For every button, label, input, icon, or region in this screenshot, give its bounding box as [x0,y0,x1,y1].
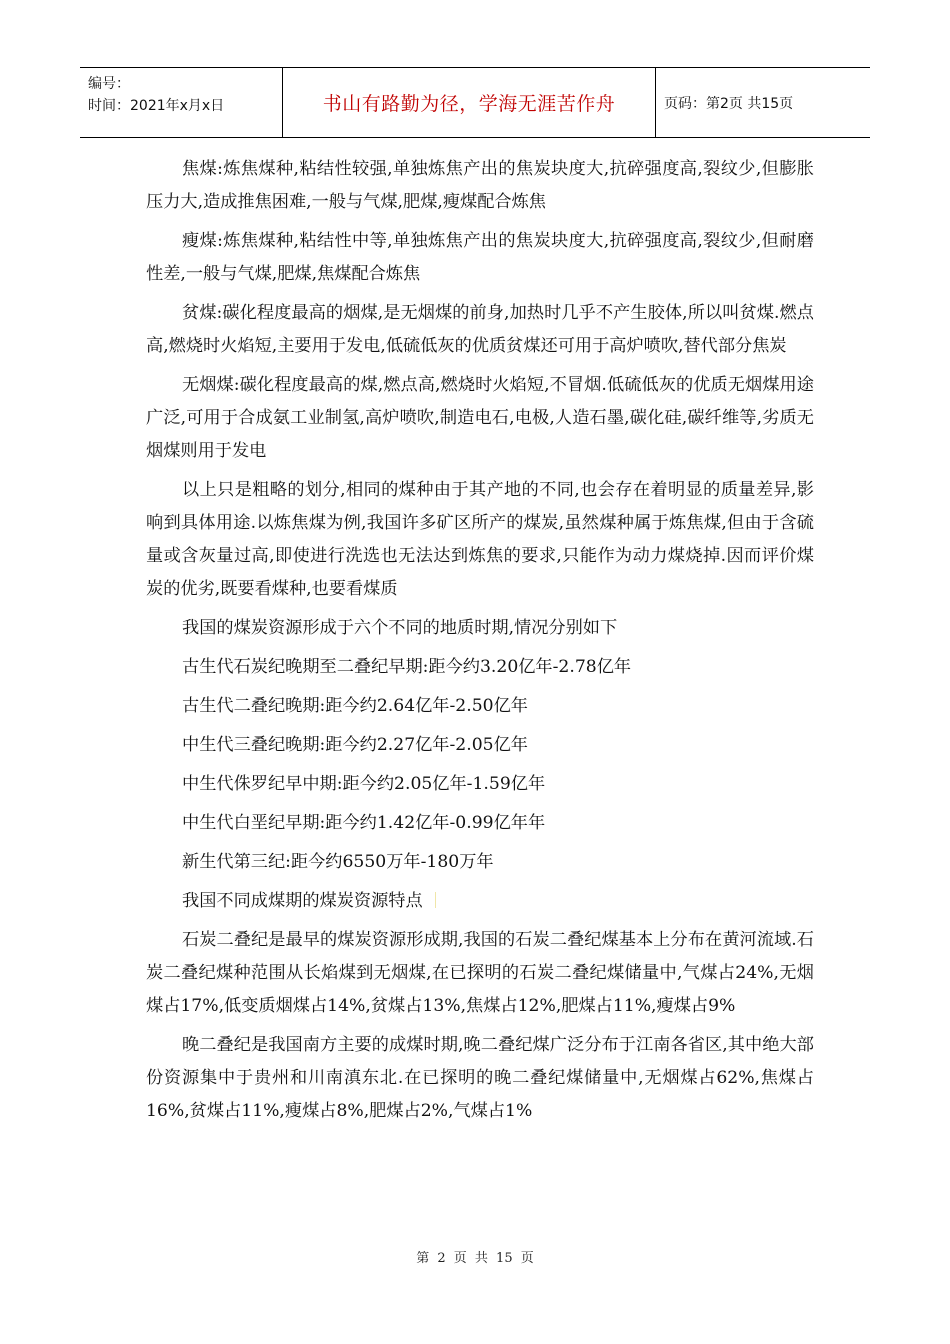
period-item: 新生代第三纪:距今约6550万年-180万年 [182,852,494,872]
period-item: 中生代三叠纪晚期:距今约2.27亿年-2.05亿年 [182,735,528,755]
page-header [80,67,870,138]
section-heading-row [146,885,814,918]
period-item: 古生代二叠纪晚期:距今约2.64亿年-2.50亿年 [182,696,528,716]
period-item: 古生代石炭纪晚期至二叠纪早期:距今约3.20亿年-2.78亿年 [182,657,632,677]
paragraph-quality-note: 以上只是粗略的划分,相同的煤种由于其产地的不同,也会存在着明显的质量差异,影响到具体用途.以炼焦煤为例,我国许多矿区所产的煤炭,虽然煤种属于炼焦煤,但由于含硫量或含灰量过高,即使进行洗选也无法达到炼焦的要求,只能作为动力煤烧掉.因而评价煤炭的优劣,既要看煤种,也要看煤质 [146,480,814,599]
number-label: 编号： [88,76,130,92]
header-motto [282,68,656,137]
page-info-text: 页码：第2页 共15页 [664,95,794,112]
paragraph-carboniferous-permian: 石炭二叠纪是最早的煤炭资源形成期,我国的石炭二叠纪煤基本上分布在黄河流域.石炭二叠纪煤种范围从长焰煤到无烟煤,在已探明的石炭二叠纪煤储量中,气煤占24%,无烟煤占17%,低变质烟煤占14%,贫煤占13%,焦煤占12%,肥煤占11%,瘦煤占9% [146,930,814,1016]
period-item: 中生代白垩纪早期:距今约1.42亿年-0.99亿年年 [182,813,546,833]
paragraph-late-permian: 晚二叠纪是我国南方主要的成煤时期,晚二叠纪煤广泛分布于江南各省区,其中绝大部份资源集中于贵州和川南滇东北.在已探明的晚二叠纪煤储量中,无烟煤占62%,焦煤占16%,贫煤占11%,瘦煤占8%,肥煤占2%,气煤占1% [146,1035,814,1121]
document-body [146,153,814,1134]
header-meta [80,68,282,137]
paragraph-coking-coal: 焦煤:炼焦煤种,粘结性较强,单独炼焦产出的焦炭块度大,抗碎强度高,裂纹少,但膨胀压力大,造成推焦困难,一般与气煤,肥煤,瘦煤配合炼焦 [146,159,814,212]
text-cursor-mark [435,892,436,908]
paragraph-periods-intro: 我国的煤炭资源形成于六个不同的地质时期,情况分别如下 [182,618,618,638]
page-footer [0,1247,950,1266]
motto-text: 书山有路勤为径，学海无涯苦作舟 [322,93,616,115]
header-page-info [656,68,870,137]
paragraph-anthracite: 无烟煤:碳化程度最高的煤,燃点高,燃烧时火焰短,不冒烟.低硫低灰的优质无烟煤用途广泛,可用于合成氨工业制氢,高炉喷吹,制造电石,电极,人造石墨,碳化硅,碳纤维等,劣质无烟煤则用于发电 [146,375,814,461]
paragraph-lean-coal: 瘦煤:炼焦煤种,粘结性中等,单独炼焦产出的焦炭块度大,抗碎强度高,裂纹少,但耐磨性差,一般与气煤,肥煤,焦煤配合炼焦 [146,231,814,284]
time-label: 时间：2021年x月x日 [88,98,225,114]
footer-page-number: 第 2 页 共 15 页 [416,1251,534,1266]
paragraph-meagre-coal: 贫煤:碳化程度最高的烟煤,是无烟煤的前身,加热时几乎不产生胶体,所以叫贫煤.燃点高,燃烧时火焰短,主要用于发电,低硫低灰的优质贫煤还可用于高炉喷吹,替代部分焦炭 [146,303,814,356]
section-heading: 我国不同成煤期的煤炭资源特点 [182,891,423,911]
period-item: 中生代侏罗纪早中期:距今约2.05亿年-1.59亿年 [182,774,546,794]
